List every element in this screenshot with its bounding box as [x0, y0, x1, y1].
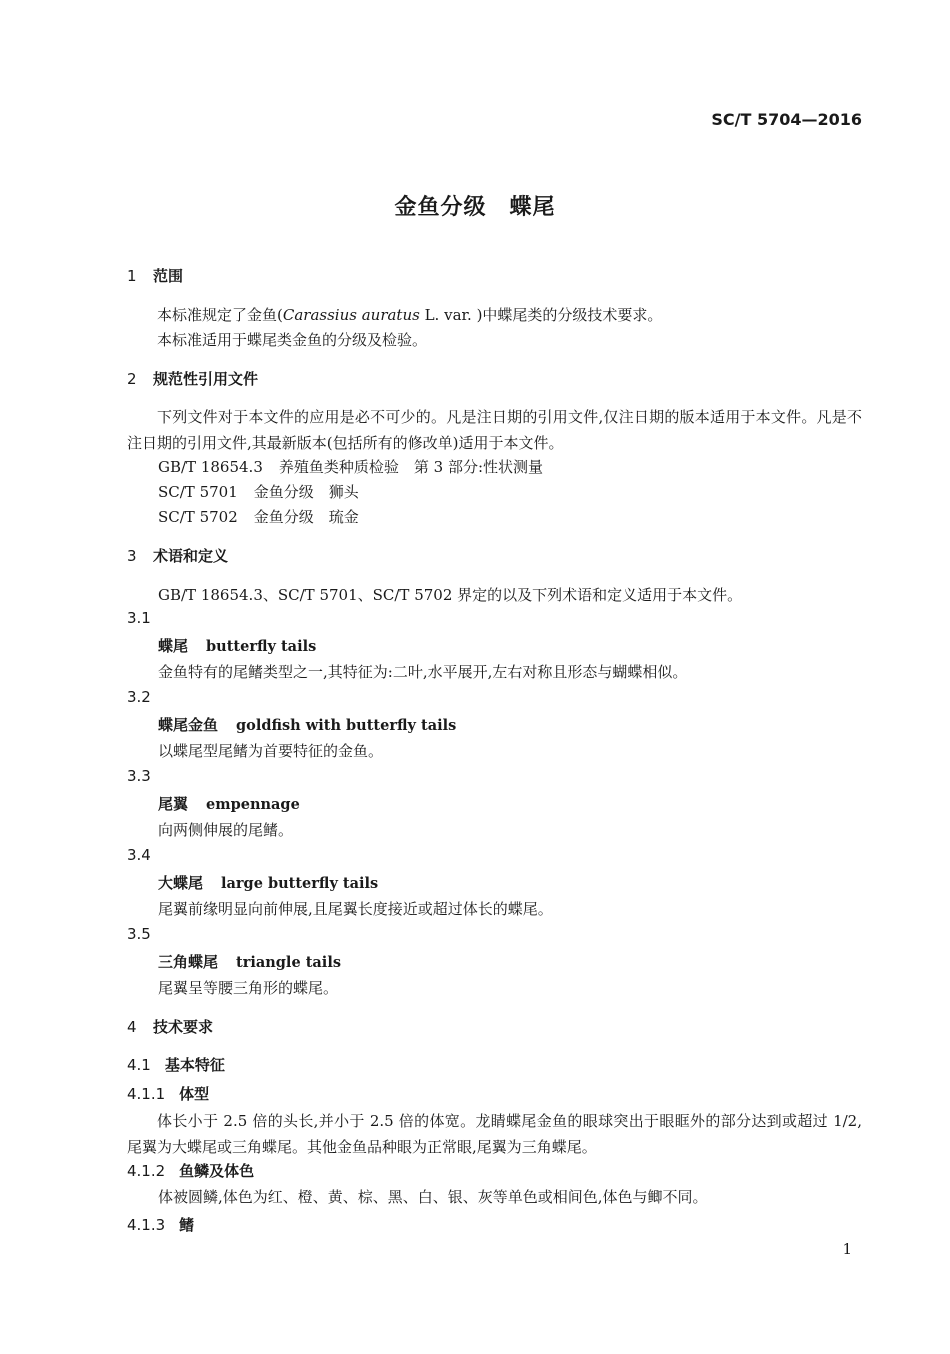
term-en: butterfly tails [206, 638, 317, 655]
section-4-heading [127, 1016, 213, 1037]
section-label: 范围 [153, 267, 184, 285]
term-heading [158, 872, 378, 893]
section-label: 技术要求 [153, 1018, 214, 1036]
subsection-label: 鳍 [179, 1216, 195, 1234]
subsection-label: 基本特征 [164, 1056, 225, 1074]
scales-color-paragraph: 体被圆鳞,体色为红、橙、黄、棕、黑、白、银、灰等单色或相间色,体色与鲫不同。 [158, 1188, 708, 1206]
term-en: triangle tails [236, 954, 341, 971]
section-1-heading [127, 265, 183, 286]
subsection-4-1-heading [127, 1054, 225, 1075]
term-heading [158, 793, 300, 814]
term-heading [158, 951, 341, 972]
subsection-number: 4.1.3 [127, 1216, 166, 1234]
reference-name: 养殖鱼类种质检验 第 3 部分:性状测量 [278, 458, 544, 476]
section-number: 3 [127, 547, 137, 565]
reference-item [158, 506, 359, 527]
section-number: 2 [127, 370, 137, 388]
scope-text: L. var. )中蝶尾类的分级技术要求。 [419, 306, 663, 324]
term-definition: 以蝶尾型尾鳍为首要特征的金鱼。 [158, 742, 384, 760]
term-en: large butterfly tails [221, 875, 379, 892]
section-number: 4 [127, 1018, 137, 1036]
subsection-number: 4.1 [127, 1056, 151, 1074]
body-shape-paragraph: 体长小于 2.5 倍的头长,并小于 2.5 倍的体宽。龙睛蝶尾金鱼的眼球突出于眼眶外的部分达到或超过 1/2,尾翼为大蝶尾或三角蝶尾。其他金鱼品种眼为正常眼,尾翼为三角蝶尾。 [127, 1112, 862, 1156]
term-cn: 尾翼 [158, 795, 189, 813]
term-cn: 大蝶尾 [158, 874, 204, 892]
subsection-4-1-2-heading [127, 1160, 254, 1181]
term-heading [158, 714, 456, 735]
section-label: 术语和定义 [153, 547, 229, 565]
document-title: 金鱼分级 蝶尾 [394, 195, 556, 220]
standard-code: SC/T 5704—2016 [711, 110, 862, 129]
term-en: goldfish with butterfly tails [236, 717, 457, 734]
scope-text: 本标准规定了金鱼( [157, 306, 283, 324]
term-heading [158, 635, 316, 656]
term-number: 3.4 [127, 846, 151, 864]
scope-paragraph-1 [157, 304, 662, 325]
term-number: 3.2 [127, 688, 151, 706]
subsection-4-1-3-heading [127, 1214, 194, 1235]
reference-item [158, 456, 543, 477]
reference-code: SC/T 5701 [158, 483, 238, 501]
page-number: 1 [842, 1240, 852, 1258]
subsection-label: 体型 [179, 1085, 210, 1103]
term-number: 3.3 [127, 767, 151, 785]
term-definition: 金鱼特有的尾鳍类型之一,其特征为:二叶,水平展开,左右对称且形态与蝴蝶相似。 [158, 663, 688, 681]
term-cn: 蝶尾 [158, 637, 189, 655]
terms-intro: GB/T 18654.3、SC/T 5701、SC/T 5702 界定的以及下列术语和定义适用于本文件。 [158, 586, 743, 604]
reference-code: GB/T 18654.3 [158, 458, 263, 476]
subsection-label: 鱼鳞及体色 [179, 1162, 255, 1180]
reference-code: SC/T 5702 [158, 508, 238, 526]
references-intro: 下列文件对于本文件的应用是必不可少的。凡是注日期的引用文件,仅注日期的版本适用于本文件。凡是不注日期的引用文件,其最新版本(包括所有的修改单)适用于本文件。 [127, 408, 862, 452]
term-cn: 蝶尾金鱼 [158, 716, 219, 734]
species-name: Carassius auratus [282, 306, 420, 324]
scope-paragraph-2: 本标准适用于蝶尾类金鱼的分级及检验。 [157, 331, 428, 349]
term-en: empennage [206, 796, 300, 813]
term-definition: 向两侧伸展的尾鳍。 [158, 821, 294, 839]
reference-item [158, 481, 359, 502]
section-number: 1 [127, 267, 137, 285]
section-3-heading [127, 545, 228, 566]
term-cn: 三角蝶尾 [158, 953, 219, 971]
reference-name: 金鱼分级 狮头 [253, 483, 359, 501]
subsection-4-1-1-heading [127, 1083, 209, 1104]
section-label: 规范性引用文件 [153, 370, 259, 388]
reference-name: 金鱼分级 琉金 [253, 508, 359, 526]
term-number: 3.1 [127, 609, 151, 627]
subsection-number: 4.1.2 [127, 1162, 166, 1180]
section-2-heading [127, 368, 258, 389]
term-definition: 尾翼前缘明显向前伸展,且尾翼长度接近或超过体长的蝶尾。 [158, 900, 553, 918]
subsection-number: 4.1.1 [127, 1085, 166, 1103]
term-definition: 尾翼呈等腰三角形的蝶尾。 [158, 979, 339, 997]
term-number: 3.5 [127, 925, 151, 943]
